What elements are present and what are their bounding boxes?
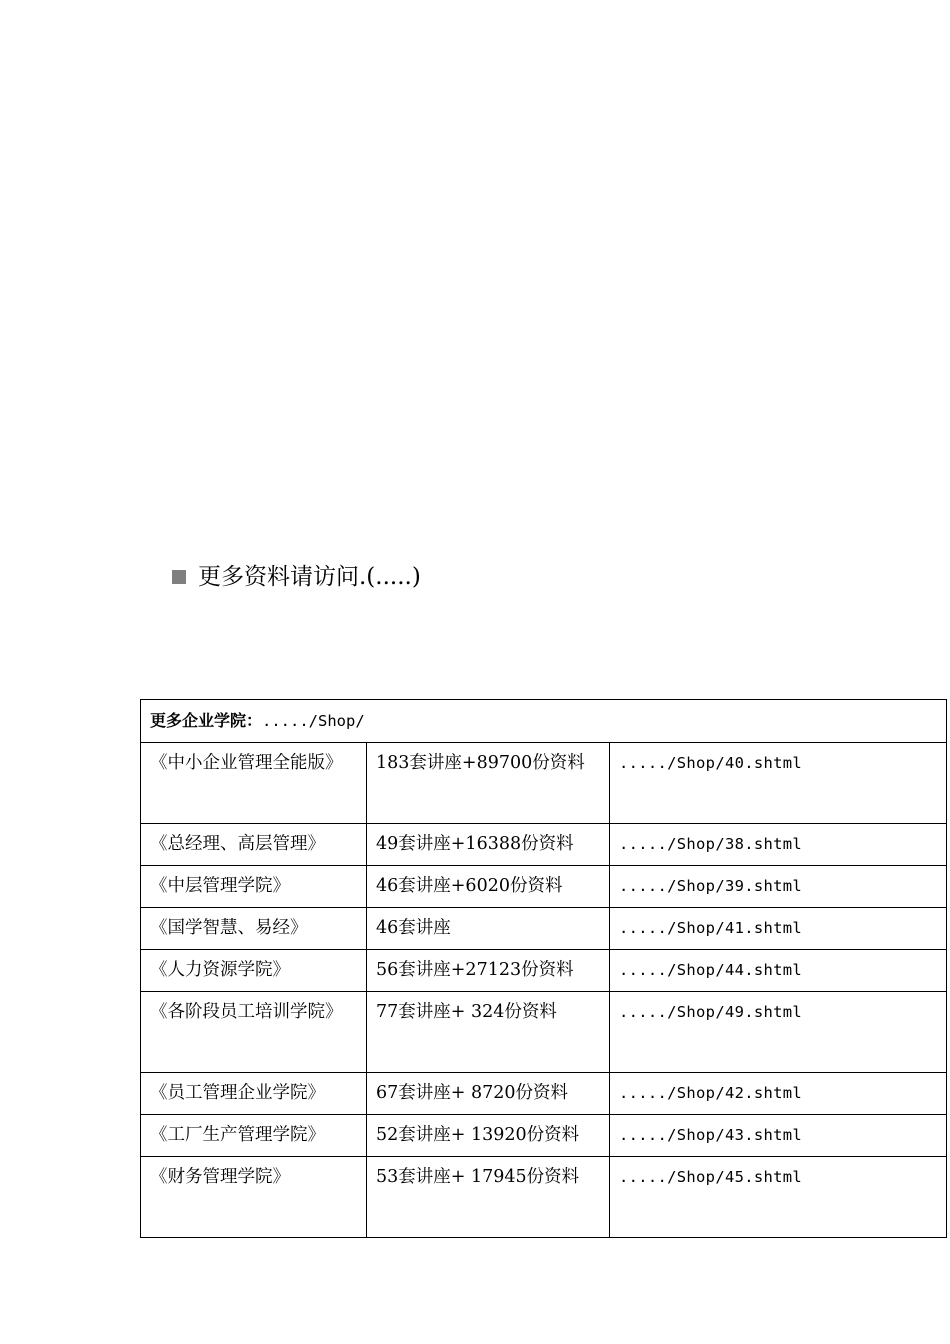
course-url[interactable]: ...../Shop/42.shtml — [610, 1073, 947, 1115]
course-name: 《财务管理学院》 — [141, 1157, 367, 1238]
course-name: 《人力资源学院》 — [141, 950, 367, 992]
table-row — [141, 950, 947, 992]
table-header-row — [141, 700, 947, 743]
header-label: 更多企业学院： — [150, 711, 263, 730]
more-info-notice — [172, 560, 421, 594]
course-url[interactable]: ...../Shop/45.shtml — [610, 1157, 947, 1238]
table-row — [141, 1115, 947, 1157]
table-row — [141, 908, 947, 950]
course-url[interactable]: ...../Shop/38.shtml — [610, 824, 947, 866]
table-header-cell — [141, 700, 947, 743]
course-content: 46套讲座+6020份资料 — [367, 866, 610, 908]
course-url[interactable]: ...../Shop/40.shtml — [610, 743, 947, 824]
course-url[interactable]: ...../Shop/43.shtml — [610, 1115, 947, 1157]
course-name: 《国学智慧、易经》 — [141, 908, 367, 950]
course-content: 56套讲座+27123份资料 — [367, 950, 610, 992]
course-name: 《中层管理学院》 — [141, 866, 367, 908]
course-name: 《工厂生产管理学院》 — [141, 1115, 367, 1157]
course-content: 52套讲座+ 13920份资料 — [367, 1115, 610, 1157]
course-url[interactable]: ...../Shop/39.shtml — [610, 866, 947, 908]
header-url[interactable]: ...../Shop/ — [262, 712, 365, 730]
course-content: 67套讲座+ 8720份资料 — [367, 1073, 610, 1115]
course-url[interactable]: ...../Shop/44.shtml — [610, 950, 947, 992]
table-row — [141, 743, 947, 824]
course-content: 49套讲座+16388份资料 — [367, 824, 610, 866]
table-row — [141, 1157, 947, 1238]
table-row — [141, 824, 947, 866]
course-content: 183套讲座+89700份资料 — [367, 743, 610, 824]
course-url[interactable]: ...../Shop/41.shtml — [610, 908, 947, 950]
course-content: 53套讲座+ 17945份资料 — [367, 1157, 610, 1238]
table-row — [141, 866, 947, 908]
course-content: 46套讲座 — [367, 908, 610, 950]
notice-text: 更多资料请访问.(.....) — [198, 564, 421, 590]
course-content: 77套讲座+ 324份资料 — [367, 992, 610, 1073]
table-row — [141, 992, 947, 1073]
course-name: 《员工管理企业学院》 — [141, 1073, 367, 1115]
course-url[interactable]: ...../Shop/49.shtml — [610, 992, 947, 1073]
course-name: 《总经理、高层管理》 — [141, 824, 367, 866]
square-bullet-icon — [172, 570, 186, 584]
academy-table — [140, 699, 947, 1238]
course-name: 《中小企业管理全能版》 — [141, 743, 367, 824]
course-name: 《各阶段员工培训学院》 — [141, 992, 367, 1073]
table-row — [141, 1073, 947, 1115]
